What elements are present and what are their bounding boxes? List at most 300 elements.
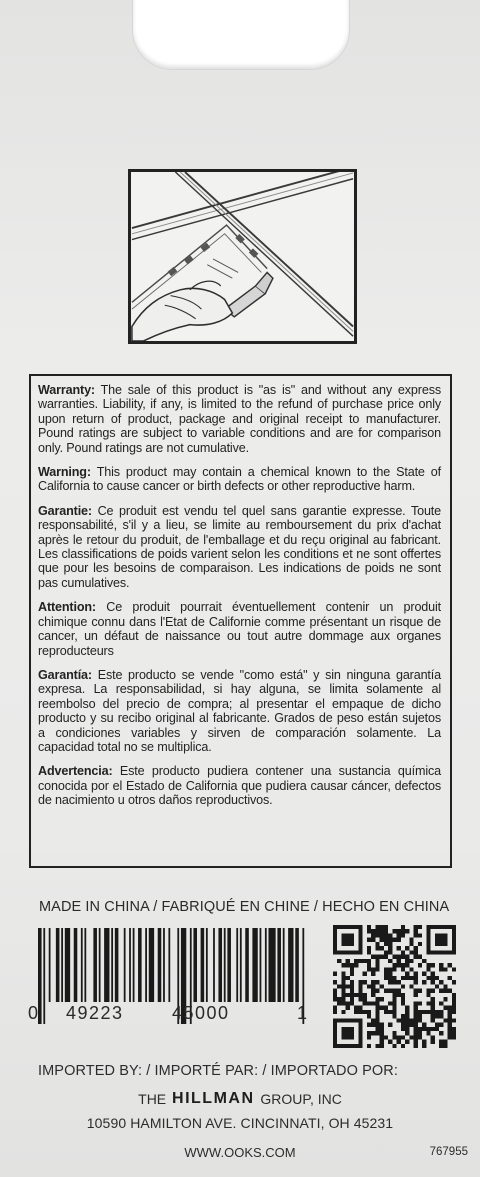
qr-module [358,938,362,942]
qr-module [380,1031,384,1035]
qr-module [333,1044,337,1048]
qr-module [439,938,443,942]
qr-module [358,946,362,950]
qr-module [405,955,409,959]
qr-module [422,1040,426,1044]
qr-module [431,997,435,1001]
qr-module [448,976,452,980]
qr-module [392,1014,396,1018]
qr-module [401,1035,405,1039]
qr-module [350,993,354,997]
barcode-bar [288,928,293,1002]
qr-module [414,1027,418,1031]
qr-module [426,989,430,993]
qr-module [380,925,384,929]
qr-module [452,1035,456,1039]
qr-module [358,933,362,937]
qr-module [350,938,354,942]
qr-module [350,1035,354,1039]
qr-module [350,984,354,988]
barcode-bar [104,928,109,1002]
qr-module [448,1027,452,1031]
qr-module [367,1023,371,1027]
qr-module [354,1006,358,1010]
qr-module [363,959,367,963]
qr-module [367,1001,371,1005]
qr-module [363,997,367,1001]
qr-module [414,980,418,984]
qr-module [358,1027,362,1031]
qr-module [367,1014,371,1018]
advertencia-paragraph [38,764,441,807]
qr-module [431,972,435,976]
qr-module [401,1014,405,1018]
qr-module [371,1023,375,1027]
qr-module [380,1027,384,1031]
qr-module [333,1018,337,1022]
barcode-bar [227,928,231,1002]
qr-module [401,963,405,967]
qr-module [367,1010,371,1014]
qr-module [422,1044,426,1048]
qr-module [443,997,447,1001]
qr-module [401,1044,405,1048]
qr-module [439,1040,443,1044]
barcode-bar [124,928,126,1002]
qr-module [426,967,430,971]
advertencia-label: Advertencia: [38,764,113,779]
qr-module [409,984,413,988]
qr-module [358,993,362,997]
qr-module [414,1031,418,1035]
qr-module [333,1023,337,1027]
qr-module [443,925,447,929]
qr-module [452,946,456,950]
qr-module [443,1006,447,1010]
qr-module [346,1001,350,1005]
qr-module [346,933,350,937]
qr-module [375,1023,379,1027]
hillman-logo: HILLMAN [172,1090,255,1108]
qr-module [384,938,388,942]
qr-module [341,963,345,967]
qr-module [405,1031,409,1035]
barcode-bar [252,928,257,1002]
barcode-bar [49,928,51,1002]
qr-module [397,946,401,950]
qr-module [426,1031,430,1035]
qr-module [367,925,371,929]
barcode-bar [295,928,299,1002]
qr-module [452,1001,456,1005]
barcode-bar [129,928,131,1002]
qr-module [435,984,439,988]
qr-module [384,950,388,954]
qr-module [384,933,388,937]
garantia-label: Garantía: [38,667,92,682]
barcode-bar [111,928,113,1002]
qr-module [405,1027,409,1031]
qr-module [422,959,426,963]
qr-module [397,959,401,963]
barcode-bar [138,928,142,1002]
qr-module [414,1040,418,1044]
qr-module [401,1023,405,1027]
qr-module [358,1040,362,1044]
warranty-paragraph [38,383,441,455]
company-name [0,1090,480,1108]
qr-module [418,1001,422,1005]
qr-module [358,950,362,954]
qr-module [333,972,337,976]
qr-module [341,972,345,976]
qr-module [380,955,384,959]
qr-module [439,980,443,984]
qr-module [350,967,354,971]
barcode-bar [201,928,205,1002]
qr-module [414,946,418,950]
qr-module [354,1010,358,1014]
qr-module [401,950,405,954]
qr-module [333,1010,337,1014]
qr-module [405,1010,409,1014]
attention-label: Attention: [38,600,96,615]
qr-module [346,963,350,967]
qr-module [414,929,418,933]
qr-module [439,1031,443,1035]
qr-module [431,1014,435,1018]
qr-module [380,946,384,950]
qr-code [333,925,456,1048]
qr-module [358,959,362,963]
qr-module [392,1035,396,1039]
qr-module [431,989,435,993]
qr-module [418,1031,422,1035]
qr-module [384,1035,388,1039]
qr-module [431,925,435,929]
qr-module [401,976,405,980]
qr-module [384,942,388,946]
qr-module [346,938,350,942]
qr-module [405,963,409,967]
qr-module [452,980,456,984]
qr-module [371,938,375,942]
qr-module [426,976,430,980]
qr-module [346,976,350,980]
qr-module [452,1006,456,1010]
qr-module [358,1044,362,1048]
qr-module [405,1023,409,1027]
garantie-label: Garantie: [38,503,92,518]
qr-module [350,1031,354,1035]
qr-module [409,959,413,963]
qr-module [380,938,384,942]
qr-module [384,1006,388,1010]
barcode-bar [245,928,249,1002]
qr-module [392,963,396,967]
installation-illustration [128,169,357,344]
qr-module [380,984,384,988]
qr-module [354,925,358,929]
qr-module [350,925,354,929]
barcode-bar [218,928,222,1002]
qr-module [367,1035,371,1039]
qr-module [448,1010,452,1014]
barcode-bar [61,928,63,1002]
qr-module [448,925,452,929]
qr-module [439,942,443,946]
qr-module [350,963,354,967]
qr-module [414,972,418,976]
qr-module [401,1018,405,1022]
qr-module [418,925,422,929]
qr-module [397,1018,401,1022]
barcode-bar [81,928,83,1002]
qr-module [397,955,401,959]
barcode-bar [277,928,281,1002]
qr-module [418,933,422,937]
qr-module [346,1006,350,1010]
qr-module [401,967,405,971]
qr-module [452,1010,456,1014]
qr-module [350,989,354,993]
qr-module [426,929,430,933]
qr-module [337,1001,341,1005]
qr-module [337,959,341,963]
qr-module [341,1010,345,1014]
qr-module [439,1014,443,1018]
qr-module [418,989,422,993]
qr-module [397,980,401,984]
qr-module [392,976,396,980]
qr-module [435,1010,439,1014]
qr-module [346,1027,350,1031]
qr-module [426,993,430,997]
qr-module [333,1031,337,1035]
qr-module [333,942,337,946]
qr-module [346,984,350,988]
qr-module [443,1040,447,1044]
qr-module [439,925,443,929]
qr-module [341,950,345,954]
qr-module [392,989,396,993]
qr-module [371,929,375,933]
qr-module [346,1035,350,1039]
imported-by-label: IMPORTED BY: / IMPORTÉ PAR: / IMPORTADO POR: [38,1063,398,1079]
qr-module [341,925,345,929]
qr-module [392,1001,396,1005]
qr-module [363,972,367,976]
qr-module [435,1027,439,1031]
qr-module [337,925,341,929]
qr-module [414,1035,418,1039]
qr-module [333,933,337,937]
qr-module [405,972,409,976]
qr-module [435,942,439,946]
qr-module [435,933,439,937]
qr-module [405,1006,409,1010]
qr-module [371,955,375,959]
qr-module [388,933,392,937]
qr-module [371,967,375,971]
warranty-warning-box [29,374,452,868]
qr-module [375,925,379,929]
qr-module [443,984,447,988]
qr-module [439,963,443,967]
qr-module [414,933,418,937]
qr-module [439,933,443,937]
qr-module [333,946,337,950]
qr-module [397,1035,401,1039]
qr-module [448,1006,452,1010]
qr-module [341,984,345,988]
qr-module [341,980,345,984]
qr-module [341,933,345,937]
qr-module [397,1040,401,1044]
garantia-paragraph [38,668,441,754]
qr-module [431,980,435,984]
qr-module [350,950,354,954]
qr-module [358,942,362,946]
qr-module [422,1023,426,1027]
qr-module [397,938,401,942]
qr-module [448,1031,452,1035]
qr-module [392,1044,396,1048]
qr-module [384,955,388,959]
qr-module [418,1014,422,1018]
qr-module [409,938,413,942]
qr-module [358,1035,362,1039]
qr-module [371,972,375,976]
qr-module [431,1001,435,1005]
qr-module [397,993,401,997]
qr-module [346,942,350,946]
qr-module [388,942,392,946]
barcode-bar [133,928,135,1002]
barcode-bar [158,928,162,1002]
qr-module [443,938,447,942]
qr-module [452,942,456,946]
qr-module [431,1018,435,1022]
qr-module [422,1027,426,1031]
advertencia-text: Este producto pudiera contener una sustancia química conocida por el Estado de California que pudiera causar cáncer, defectos de nacimiento u otros daños reproductivos. [38,764,441,808]
barcode-bar [93,928,97,1002]
qr-module [418,1027,422,1031]
qr-module [337,997,341,1001]
qr-module [448,1035,452,1039]
qr-module [388,972,392,976]
qr-module [388,1040,392,1044]
barcode-bar [268,928,275,1002]
hang-hole [132,0,350,70]
qr-module [350,1001,354,1005]
qr-module [341,1018,345,1022]
qr-module [401,997,405,1001]
qr-module [375,989,379,993]
barcode-bar [193,928,197,1002]
qr-module [401,929,405,933]
qr-module [452,929,456,933]
qr-module [333,938,337,942]
qr-module [448,989,452,993]
qr-module [363,1001,367,1005]
qr-module [452,933,456,937]
qr-module [337,1018,341,1022]
barcode-digit-last: 1 [297,1003,309,1023]
qr-module [358,1010,362,1014]
qr-module [452,967,456,971]
qr-module [358,997,362,1001]
qr-module [371,993,375,997]
qr-module [439,1001,443,1005]
qr-module [371,933,375,937]
qr-module [333,997,337,1001]
qr-module [375,955,379,959]
qr-module [388,967,392,971]
qr-module [414,1001,418,1005]
qr-module [422,980,426,984]
qr-module [426,1010,430,1014]
qr-module [452,1031,456,1035]
barcode-bar [163,928,165,1002]
qr-module [371,984,375,988]
qr-module [375,963,379,967]
qr-module [388,989,392,993]
qr-code-modules [333,925,456,1048]
qr-module [405,946,409,950]
qr-module [333,989,337,993]
qr-module [435,1023,439,1027]
qr-module [418,1035,422,1039]
attention-paragraph [38,600,441,658]
qr-module [418,1018,422,1022]
qr-module [380,1040,384,1044]
qr-module [409,942,413,946]
qr-module [384,1010,388,1014]
qr-module [341,989,345,993]
qr-module [388,950,392,954]
qr-module [418,942,422,946]
qr-module [380,929,384,933]
qr-module [375,1018,379,1022]
qr-module [371,1031,375,1035]
qr-module [384,976,388,980]
qr-module [401,933,405,937]
warranty-label: Warranty: [38,383,95,397]
qr-module [358,925,362,929]
barcode-bar [99,928,101,1002]
qr-module [443,950,447,954]
garantie-text: Ce produit est vendu tel quel sans garantie expresse. Toute responsabilité, s'il y a lieu, se limite au remboursement du prix d'achat après le retour du produit, de l'emballage et du reçu original au fabricant. Les classifications de poids varient selon les conditions et ne sont offertes que pour les besoins de comparaison. Les indications de poids ne sont pas cumulatives. [38,503,442,590]
qr-module [443,1018,447,1022]
qr-module [333,993,337,997]
qr-module [341,997,345,1001]
qr-module [452,925,456,929]
qr-module [375,1010,379,1014]
qr-module [392,929,396,933]
qr-module [405,1018,409,1022]
qr-module [414,976,418,980]
qr-module [358,980,362,984]
qr-module [375,933,379,937]
company-suffix: GROUP, INC [260,1091,342,1108]
attention-text: Ce produit pourrait éventuellement contenir un produit chimique connu dans l'Etat de Californie comme présentant un risque de cancer, un défaut de naissance ou tout autre dommage aux organes reproducteurs [38,600,441,658]
qr-module [401,925,405,929]
qr-module [452,950,456,954]
qr-module [341,1001,345,1005]
qr-module [422,972,426,976]
qr-module [431,950,435,954]
